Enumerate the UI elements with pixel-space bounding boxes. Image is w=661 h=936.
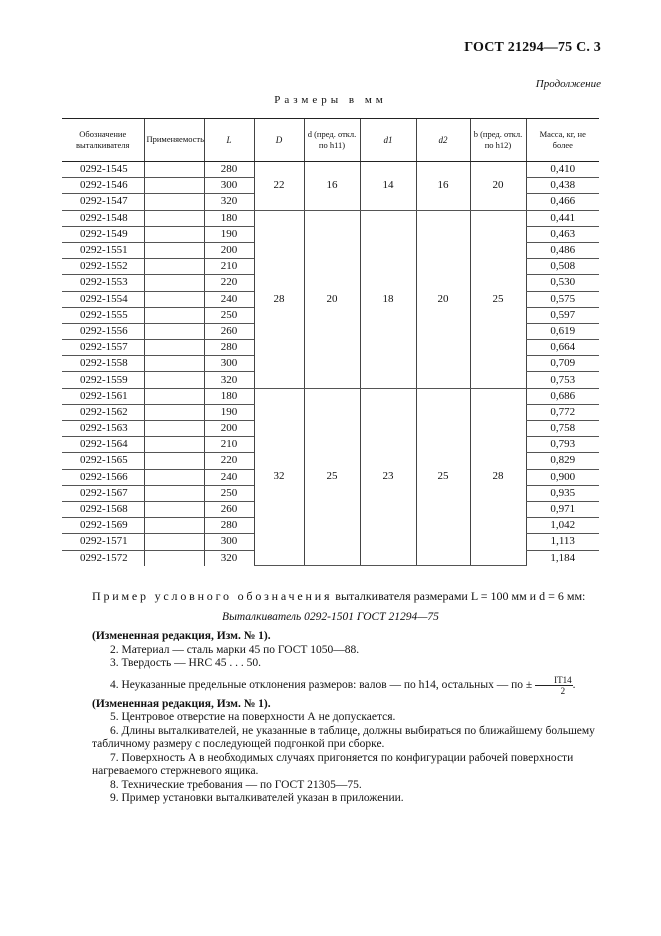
- cell-mass: 0,709: [526, 356, 599, 372]
- cell-D: 32: [254, 388, 304, 566]
- cell-designation: 0292-1568: [62, 501, 144, 517]
- tolerance-fraction: [535, 675, 573, 696]
- cell-L: 200: [204, 242, 254, 258]
- cell-designation: 0292-1554: [62, 291, 144, 307]
- designation-example: [92, 589, 585, 604]
- cell-designation: 0292-1563: [62, 421, 144, 437]
- col-designation: Обозначение выталкивателя: [62, 119, 144, 162]
- cell-mass: 0,438: [526, 178, 599, 194]
- cell-applicability: [144, 226, 204, 242]
- cell-L: 180: [204, 210, 254, 226]
- cell-applicability: [144, 340, 204, 356]
- cell-designation: 0292-1558: [62, 356, 144, 372]
- col-d2: d2: [416, 119, 470, 162]
- cell-designation: 0292-1572: [80, 551, 128, 564]
- continuation-label: Продолжение: [535, 78, 601, 90]
- cell-applicability: [144, 404, 204, 420]
- cell-mass: 1,042: [526, 518, 599, 534]
- cell-d: 16: [304, 162, 360, 211]
- cell-L: 190: [204, 226, 254, 242]
- cell-designation: 0292-1552: [62, 259, 144, 275]
- cell-designation: 0292-1546: [62, 178, 144, 194]
- cell-L: 280: [204, 162, 254, 178]
- cell-L: 260: [204, 323, 254, 339]
- cell-applicability: [144, 356, 204, 372]
- cell-designation: 0292-1545: [62, 162, 144, 178]
- cell-mass: 0,753: [526, 372, 599, 388]
- cell-designation: 0292-1547: [62, 194, 144, 210]
- cell-applicability: [144, 501, 204, 517]
- cell-designation: 0292-1566: [62, 469, 144, 485]
- cell-applicability: [144, 534, 204, 550]
- cell-applicability: [144, 518, 204, 534]
- cell-mass: 0,758: [526, 421, 599, 437]
- col-d1: d1: [360, 119, 416, 162]
- cell-designation: 0292-1548: [62, 210, 144, 226]
- cell-applicability: [144, 437, 204, 453]
- cell-designation: 0292-1569: [62, 518, 144, 534]
- cell-d1: 14: [360, 162, 416, 211]
- cell-applicability: [144, 194, 204, 210]
- units-caption: Размеры в мм: [274, 94, 387, 106]
- cell-D: 22: [254, 162, 304, 211]
- cell-L: 280: [204, 340, 254, 356]
- cell-d: 25: [304, 388, 360, 566]
- note-4-text: 4. Неуказанные предельные отклонения размеров: валов — по h14, остальных — по ±: [110, 678, 533, 691]
- cell-d2: 25: [416, 388, 470, 566]
- cell-d2: 16: [416, 162, 470, 211]
- cell-L: 320: [204, 194, 254, 210]
- cell-L: 200: [204, 421, 254, 437]
- cell-mass: 0,508: [526, 259, 599, 275]
- cell-applicability: [144, 178, 204, 194]
- example-text: выталкивателя размерами L = 100 мм и d = 6 мм:: [332, 589, 586, 603]
- cell-applicability: [144, 162, 204, 178]
- cell-D: 28: [254, 210, 304, 388]
- cell-mass: 0,530: [526, 275, 599, 291]
- cell-applicability: [144, 259, 204, 275]
- cell-b: 28: [470, 388, 526, 566]
- cell-applicability: [144, 453, 204, 469]
- cell-designation: 0292-1565: [62, 453, 144, 469]
- cell-mass: 1,184: [526, 550, 599, 566]
- cell-designation: 0292-1555: [62, 307, 144, 323]
- note-4: [92, 675, 600, 696]
- note-8: 8. Технические требования — по ГОСТ 21305—75.: [110, 778, 362, 791]
- cell-L: 210: [204, 437, 254, 453]
- cell-L: 250: [204, 307, 254, 323]
- cell-L: 180: [204, 388, 254, 404]
- cell-applicability: [144, 421, 204, 437]
- cell-designation: 0292-1556: [62, 323, 144, 339]
- fraction-numerator: IT14: [535, 675, 573, 686]
- cell-applicability: [144, 388, 204, 404]
- cell-designation: 0292-1557: [62, 340, 144, 356]
- table-row: [62, 210, 599, 226]
- cell-L: 240: [204, 469, 254, 485]
- revision-note-1: (Измененная редакция, Изм. № 1).: [92, 630, 271, 642]
- cell-L: 260: [204, 501, 254, 517]
- cell-mass: 0,466: [526, 194, 599, 210]
- cell-mass: 0,664: [526, 340, 599, 356]
- cell-L: 240: [204, 291, 254, 307]
- cell-designation: 0292-1562: [62, 404, 144, 420]
- cell-applicability: [144, 323, 204, 339]
- col-b: b (пред. откл. по h12): [470, 119, 526, 162]
- cell-L: 190: [204, 404, 254, 420]
- cell-applicability: [144, 469, 204, 485]
- cell-L: 320: [204, 372, 254, 388]
- note-2: 2. Материал — сталь марки 45 по ГОСТ 1050—88.: [110, 643, 360, 656]
- cell-mass: 0,793: [526, 437, 599, 453]
- note-7: 7. Поверхность А в необходимых случаях пригоняется по конфигурации рабочей поверхности нагреваемого стержневого ящика.: [92, 751, 574, 777]
- cell-d: 20: [304, 210, 360, 388]
- table-row: [62, 162, 599, 178]
- revision-note-2: (Измененная редакция, Изм. № 1).: [92, 697, 271, 710]
- table-header-row: [62, 119, 599, 162]
- cell-applicability: [144, 372, 204, 388]
- cell-designation: 0292-1567: [62, 485, 144, 501]
- cell-mass: 0,410: [526, 162, 599, 178]
- cell-L: 320: [204, 550, 254, 566]
- cell-designation: 0292-1564: [62, 437, 144, 453]
- cell-designation: 0292-1549: [62, 226, 144, 242]
- cell-L: 300: [204, 534, 254, 550]
- cell-L: 300: [204, 178, 254, 194]
- cell-b: 20: [470, 162, 526, 211]
- cell-L: 250: [204, 485, 254, 501]
- dimensions-table: [62, 118, 599, 566]
- cell-applicability: [144, 485, 204, 501]
- note-4-end: .: [572, 678, 576, 691]
- cell-d2: 20: [416, 210, 470, 388]
- cell-designation: 0292-1559: [62, 372, 144, 388]
- cell-d1: 18: [360, 210, 416, 388]
- cell-mass: 0,971: [526, 501, 599, 517]
- cell-applicability: [144, 242, 204, 258]
- cell-applicability: [144, 291, 204, 307]
- cell-mass: 0,829: [526, 453, 599, 469]
- col-L: L: [204, 119, 254, 162]
- note-3: 3. Твердость — HRC 45 . . . 50.: [110, 657, 262, 669]
- cell-applicability: [144, 550, 204, 566]
- cell-L: 220: [204, 275, 254, 291]
- col-D: D: [254, 119, 304, 162]
- cell-L: 220: [204, 453, 254, 469]
- cell-mass: 0,686: [526, 388, 599, 404]
- col-mass: Масса, кг, не более: [526, 119, 599, 162]
- note-9: 9. Пример установки выталкивателей указан в приложении.: [110, 792, 404, 804]
- notes: [92, 630, 600, 806]
- note-6: 6. Длины выталкивателей, не указанные в таблице, должны выбираться по ближайшему большему табличному размеру с последующей подгонкой при сборке.: [92, 724, 595, 750]
- cell-applicability: [144, 307, 204, 323]
- cell-designation: 0292-1551: [62, 242, 144, 258]
- col-applicability: Применяемость: [144, 119, 204, 162]
- cell-mass: 1,113: [526, 534, 599, 550]
- table-body: [62, 162, 599, 566]
- col-d: d (пред. откл. по h11): [304, 119, 360, 162]
- cell-designation: 0292-1561: [62, 388, 144, 404]
- cell-mass: 0,900: [526, 469, 599, 485]
- cell-applicability: [144, 275, 204, 291]
- table-row: [62, 388, 599, 404]
- cell-b: 25: [470, 210, 526, 388]
- cell-mass: 0,772: [526, 404, 599, 420]
- cell-mass: 0,463: [526, 226, 599, 242]
- cell-mass: 0,935: [526, 485, 599, 501]
- cell-mass: 0,575: [526, 291, 599, 307]
- cell-L: 300: [204, 356, 254, 372]
- note-5: 5. Центровое отверстие на поверхности А не допускается.: [110, 711, 396, 723]
- cell-mass: 0,597: [526, 307, 599, 323]
- example-designation: Выталкиватель 0292-1501 ГОСТ 21294—75: [222, 611, 439, 623]
- cell-L: 210: [204, 259, 254, 275]
- example-lead: Пример условного обозначения: [92, 589, 333, 603]
- cell-L: 280: [204, 518, 254, 534]
- cell-d1: 23: [360, 388, 416, 566]
- cell-mass: 0,486: [526, 242, 599, 258]
- cell-designation: 0292-1553: [62, 275, 144, 291]
- cell-mass: 0,619: [526, 323, 599, 339]
- cell-applicability: [144, 210, 204, 226]
- page-header: ГОСТ 21294—75 С. 3: [464, 40, 601, 55]
- fraction-denominator: 2: [560, 685, 566, 696]
- cell-designation: 0292-1571: [62, 534, 144, 550]
- cell-mass: 0,441: [526, 210, 599, 226]
